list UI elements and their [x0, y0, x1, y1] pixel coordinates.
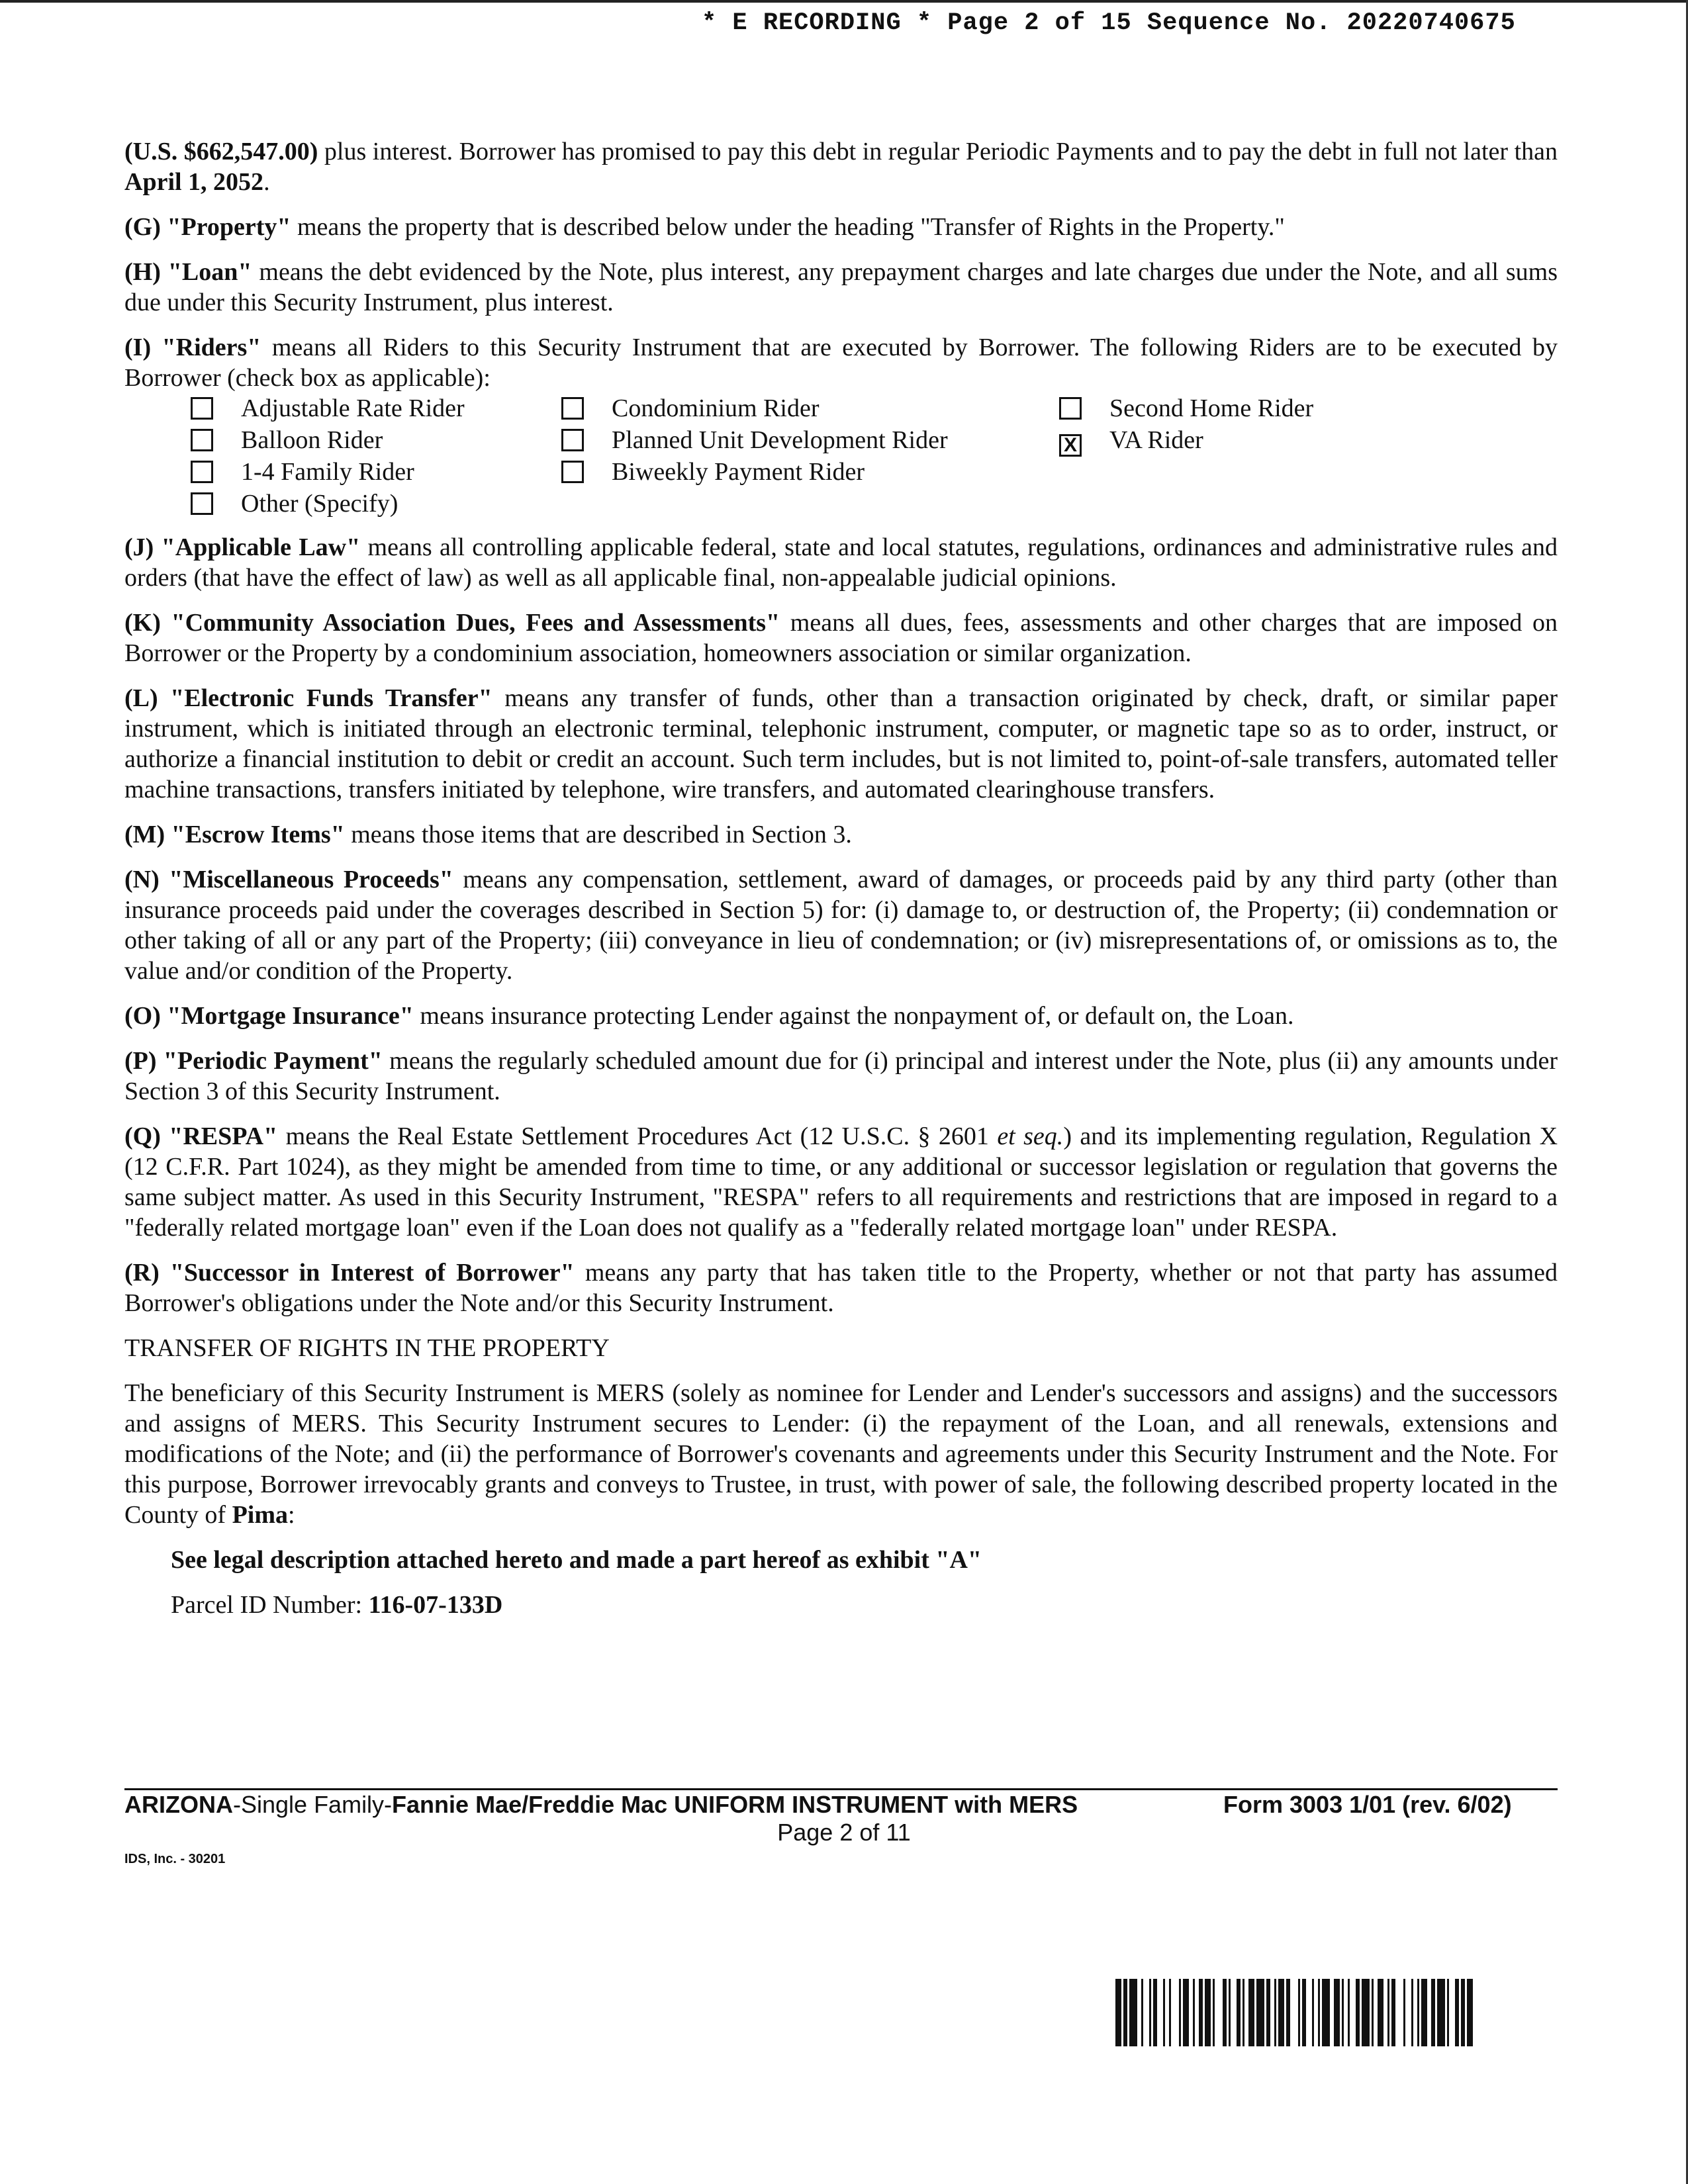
- checkbox[interactable]: [191, 492, 213, 515]
- barcode-bar: [1243, 1979, 1244, 2046]
- checkbox[interactable]: [1059, 397, 1082, 420]
- barcode-bar: [1193, 1979, 1195, 2046]
- ids-code: IDS, Inc. - 30201: [124, 1852, 226, 1866]
- definition-o: (O) "Mortgage Insurance" means insurance protecting Lender against the nonpayment of, or default on, the Loan.: [124, 1002, 1294, 1030]
- barcode-bar: [1403, 1979, 1405, 2046]
- definition-l: (L) "Electronic Funds Transfer" means any transfer of funds, other than a transaction originated by check, draft, or similar paper instrument, which is initiated through an electronic terminal, telephonic instrument, computer, or magnetic tape so as to order, instruct, or authorize a financial institution to debit or credit an account. Such term includes, but is not limited to, point-of-sale transfers, automated teller machine transactions, transfers initiated by telephone, wire transfers, and automated clearinghouse transfers.: [124, 684, 1558, 803]
- riders-checklist: [124, 393, 1558, 518]
- barcode-bar: [1223, 1979, 1227, 2046]
- barcode-bar: [1447, 1979, 1449, 2046]
- rider-adjustable-rate[interactable]: Adjustable Rate Rider: [191, 393, 465, 424]
- barcode-bar: [1229, 1979, 1231, 2046]
- barcode-bar: [1237, 1979, 1241, 2046]
- checkbox[interactable]: [191, 461, 213, 483]
- barcode-bar: [1266, 1979, 1270, 2046]
- definition-i: (I) "Riders" means all Riders to this Security Instrument that are executed by Borrower. The following Riders are to be executed by Borrower (check box as applicable):: [124, 334, 1558, 392]
- rider-balloon[interactable]: Balloon Rider: [191, 425, 383, 455]
- barcode-bar: [1153, 1979, 1157, 2046]
- county-name: Pima: [232, 1501, 288, 1529]
- barcode-bar: [1421, 1979, 1427, 2046]
- barcode-bar: [1129, 1979, 1137, 2046]
- footer-rule: [124, 1788, 1558, 1790]
- barcode-bar: [1455, 1979, 1459, 2046]
- barcode: [1115, 1979, 1558, 2046]
- transfer-heading: TRANSFER OF RIGHTS IN THE PROPERTY: [124, 1334, 610, 1362]
- barcode-bar: [1378, 1979, 1383, 2046]
- footer-page-number: Page 2 of 11: [777, 1819, 911, 1846]
- barcode-bar: [1278, 1979, 1284, 2046]
- checkbox-checked[interactable]: X: [1059, 434, 1082, 457]
- barcode-bar: [1437, 1979, 1445, 2046]
- recording-header: * E RECORDING * Page 2 of 15 Sequence No. 20220740675: [702, 9, 1516, 37]
- definition-n: (N) "Miscellaneous Proceeds" means any compensation, settlement, award of damages, or proceeds paid by any third party (other than insurance proceeds paid under the coverages described in Section 5) for: (i) damage to, or destruction of, the Property; (ii) condemnation or other taking of all or any part of the Property; (iii) conveyance in lieu of condemnation; or (iv) misrepresentations of, or omissions as to, the value and/or condition of the Property.: [124, 866, 1558, 985]
- barcode-bar: [1141, 1979, 1143, 2046]
- definition-q: (Q) "RESPA" means the Real Estate Settlement Procedures Act (12 U.S.C. § 2601 et seq.) and its implementing regulation, Regulation X (12 C.F.R. Part 1024), as they might be amended from time to time, or any additional or successor legislation or regulation that governs the same subject matter. As used in this Security Instrument, "RESPA" refers to all requirements and restrictions that are imposed in regard to a "federally related mortgage loan" even if the Loan does not qualify as a "federally related mortgage loan" under RESPA.: [124, 1122, 1558, 1242]
- barcode-bar: [1199, 1979, 1203, 2046]
- barcode-bar: [1431, 1979, 1435, 2046]
- checkbox[interactable]: [561, 461, 584, 483]
- checkbox[interactable]: [191, 429, 213, 451]
- definition-h: (H) "Loan" means the debt evidenced by the Note, plus interest, any prepayment charges and late charges due under the Note, and all sums due under this Security Instrument, plus interest.: [124, 258, 1558, 316]
- definition-r: (R) "Successor in Interest of Borrower" means any party that has taken title to the Property, whether or not that party has assumed Borrower's obligations under the Note and/or this Security Instrument.: [124, 1259, 1558, 1317]
- legal-description: See legal description attached hereto and made a part hereof as exhibit "A": [171, 1546, 982, 1574]
- barcode-bar: [1322, 1979, 1330, 2046]
- definition-k: (K) "Community Association Dues, Fees and Assessments" means all dues, fees, assessments and other charges that are imposed on Borrower or the Property by a condominium association, homeowners association or similar organization.: [124, 609, 1558, 667]
- barcode-bar: [1467, 1979, 1473, 2046]
- barcode-bar: [1274, 1979, 1276, 2046]
- barcode-bar: [1183, 1979, 1189, 2046]
- barcode-bar: [1149, 1979, 1151, 2046]
- definition-m: (M) "Escrow Items" means those items that are described in Section 3.: [124, 821, 852, 848]
- barcode-bar: [1169, 1979, 1171, 2046]
- barcode-bar: [1205, 1979, 1211, 2046]
- barcode-bar: [1213, 1979, 1215, 2046]
- loan-amount: (U.S. $662,547.00): [124, 138, 318, 165]
- rider-biweekly-payment[interactable]: Biweekly Payment Rider: [561, 457, 865, 487]
- checkbox[interactable]: [561, 397, 584, 420]
- rider-va[interactable]: X VA Rider: [1059, 425, 1203, 455]
- definition-p: (P) "Periodic Payment" means the regularly scheduled amount due for (i) principal and interest under the Note, plus (ii) any amounts under Section 3 of this Security Instrument.: [124, 1047, 1558, 1105]
- barcode-bar: [1342, 1979, 1344, 2046]
- barcode-bar: [1318, 1979, 1320, 2046]
- barcode-bar: [1298, 1979, 1300, 2046]
- barcode-bar: [1417, 1979, 1419, 2046]
- barcode-bar: [1115, 1979, 1121, 2046]
- barcode-bar: [1256, 1979, 1264, 2046]
- barcode-bar: [1348, 1979, 1350, 2046]
- barcode-bar: [1362, 1979, 1370, 2046]
- rider-planned-unit-development[interactable]: Planned Unit Development Rider: [561, 425, 948, 455]
- definition-g: (G) "Property" means the property that is described below under the heading "Transfer of Rights in the Property.": [124, 213, 1285, 241]
- barcode-bar: [1286, 1979, 1290, 2046]
- intro-paragraph: (U.S. $662,547.00) plus interest. Borrower has promised to pay this debt in regular Periodic Payments and to pay the debt in full not later than April 1, 2052.: [124, 138, 1558, 196]
- checkbox[interactable]: [191, 397, 213, 420]
- barcode-bar: [1123, 1979, 1127, 2046]
- transfer-paragraph: The beneficiary of this Security Instrument is MERS (solely as nominee for Lender and Lender's successors and assigns) and the successors and assigns of MERS. This Security Instrument secures to Lender: (i) the repayment of the Loan, and all renewals, extensions and modifications of the Note; and (ii) the performance of Borrower's covenants and agreements under this Security Instrument and the Note. For this purpose, Borrower irrevocably grants and conveys to Trustee, in trust, with power of sale, the following described property located in the County of Pima:: [124, 1379, 1558, 1529]
- rider-second-home[interactable]: Second Home Rider: [1059, 393, 1313, 424]
- definition-j: (J) "Applicable Law" means all controlling applicable federal, state and local statutes, regulations, ordinances and administrative rules and orders (that have the effect of law) as well as all applicable final, non-appealable judicial opinions.: [124, 533, 1558, 592]
- barcode-bar: [1334, 1979, 1340, 2046]
- barcode-bar: [1312, 1979, 1314, 2046]
- barcode-bar: [1461, 1979, 1465, 2046]
- barcode-bar: [1411, 1979, 1413, 2046]
- document-body: [124, 136, 1558, 1635]
- maturity-date: April 1, 2052: [124, 168, 264, 196]
- barcode-bar: [1248, 1979, 1254, 2046]
- rider-condominium[interactable]: Condominium Rider: [561, 393, 820, 424]
- checkbox[interactable]: [561, 429, 584, 451]
- parcel-number: 116-07-133D: [368, 1591, 503, 1619]
- rider-1-4-family[interactable]: 1-4 Family Rider: [191, 457, 414, 487]
- barcode-bar: [1163, 1979, 1165, 2046]
- barcode-bar: [1356, 1979, 1360, 2046]
- footer-form-number: Form 3003 1/01 (rev. 6/02): [1223, 1791, 1512, 1818]
- barcode-bar: [1387, 1979, 1389, 2046]
- barcode-bar: [1391, 1979, 1395, 2046]
- rider-other[interactable]: Other (Specify): [191, 488, 398, 519]
- barcode-bar: [1302, 1979, 1306, 2046]
- top-border: [0, 0, 1688, 3]
- parcel-id: Parcel ID Number: 116-07-133D: [171, 1591, 503, 1619]
- barcode-bar: [1179, 1979, 1181, 2046]
- barcode-bar: [1372, 1979, 1374, 2046]
- footer-form-title: ARIZONA-Single Family-Fannie Mae/Freddie Mac UNIFORM INSTRUMENT with MERS: [124, 1791, 1078, 1818]
